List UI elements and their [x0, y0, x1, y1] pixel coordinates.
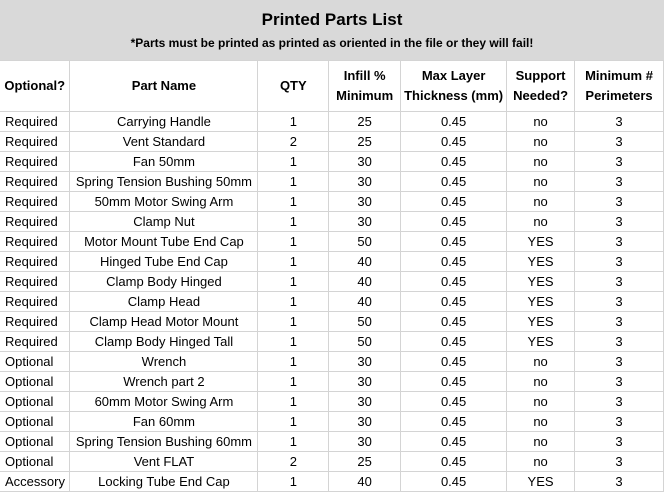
cell-layer-thickness[interactable]: 0.45	[401, 252, 507, 272]
table-row	[0, 292, 664, 312]
cell-part-name[interactable]: Clamp Head Motor Mount	[70, 312, 258, 332]
cell-infill[interactable]: 40	[329, 292, 401, 312]
table-row	[0, 432, 664, 452]
cell-support[interactable]: no	[507, 452, 575, 472]
cell-perimeters[interactable]: 3	[575, 112, 664, 132]
cell-infill[interactable]: 30	[329, 432, 401, 452]
col-header-layer[interactable]: Max Layer Thickness (mm)	[401, 61, 507, 112]
cell-infill[interactable]: 30	[329, 412, 401, 432]
cell-layer-thickness[interactable]: 0.45	[401, 272, 507, 292]
cell-layer-thickness[interactable]: 0.45	[401, 332, 507, 352]
cell-layer-thickness[interactable]: 0.45	[401, 112, 507, 132]
cell-qty[interactable]: 1	[258, 432, 329, 452]
col-header-support[interactable]: Support Needed?	[507, 61, 575, 112]
cell-qty[interactable]: 1	[258, 232, 329, 252]
cell-infill[interactable]: 40	[329, 252, 401, 272]
cell-perimeters[interactable]: 3	[575, 332, 664, 352]
cell-part-name[interactable]: 50mm Motor Swing Arm	[70, 192, 258, 212]
cell-qty[interactable]: 1	[258, 292, 329, 312]
table-row	[0, 392, 664, 412]
cell-optional[interactable]: Required	[0, 212, 70, 232]
parts-table	[0, 60, 664, 492]
cell-optional[interactable]: Optional	[0, 392, 70, 412]
cell-support[interactable]: no	[507, 392, 575, 412]
cell-perimeters[interactable]: 3	[575, 352, 664, 372]
cell-part-name[interactable]: Wrench	[70, 352, 258, 372]
cell-infill[interactable]: 50	[329, 232, 401, 252]
cell-optional[interactable]: Required	[0, 132, 70, 152]
cell-optional[interactable]: Required	[0, 232, 70, 252]
cell-part-name[interactable]: Fan 60mm	[70, 412, 258, 432]
cell-optional[interactable]: Required	[0, 192, 70, 212]
cell-support[interactable]: YES	[507, 252, 575, 272]
cell-perimeters[interactable]: 3	[575, 152, 664, 172]
cell-layer-thickness[interactable]: 0.45	[401, 132, 507, 152]
cell-layer-thickness[interactable]: 0.45	[401, 472, 507, 492]
cell-perimeters[interactable]: 3	[575, 452, 664, 472]
cell-support[interactable]: no	[507, 172, 575, 192]
table-row	[0, 132, 664, 152]
cell-part-name[interactable]: Hinged Tube End Cap	[70, 252, 258, 272]
cell-layer-thickness[interactable]: 0.45	[401, 172, 507, 192]
cell-infill[interactable]: 25	[329, 452, 401, 472]
table-row	[0, 412, 664, 432]
cell-part-name[interactable]: Clamp Nut	[70, 212, 258, 232]
cell-layer-thickness[interactable]: 0.45	[401, 452, 507, 472]
cell-qty[interactable]: 1	[258, 372, 329, 392]
cell-infill[interactable]: 50	[329, 312, 401, 332]
cell-part-name[interactable]: Clamp Head	[70, 292, 258, 312]
cell-qty[interactable]: 2	[258, 132, 329, 152]
col-header-part-name[interactable]: Part Name	[70, 61, 258, 112]
cell-infill[interactable]: 30	[329, 392, 401, 412]
cell-part-name[interactable]: 60mm Motor Swing Arm	[70, 392, 258, 412]
cell-part-name[interactable]: Wrench part 2	[70, 372, 258, 392]
cell-qty[interactable]: 1	[258, 172, 329, 192]
cell-qty[interactable]: 1	[258, 272, 329, 292]
cell-part-name[interactable]: Motor Mount Tube End Cap	[70, 232, 258, 252]
cell-part-name[interactable]: Vent FLAT	[70, 452, 258, 472]
cell-infill[interactable]: 25	[329, 132, 401, 152]
cell-optional[interactable]: Required	[0, 112, 70, 132]
cell-qty[interactable]: 1	[258, 252, 329, 272]
cell-layer-thickness[interactable]: 0.45	[401, 292, 507, 312]
cell-support[interactable]: YES	[507, 332, 575, 352]
table-row	[0, 472, 664, 492]
cell-optional[interactable]: Accessory	[0, 472, 70, 492]
cell-support[interactable]: no	[507, 212, 575, 232]
col-header-qty[interactable]: QTY	[258, 61, 329, 112]
cell-qty[interactable]: 1	[258, 332, 329, 352]
cell-layer-thickness[interactable]: 0.45	[401, 392, 507, 412]
cell-qty[interactable]: 1	[258, 192, 329, 212]
cell-perimeters[interactable]: 3	[575, 172, 664, 192]
cell-qty[interactable]: 1	[258, 412, 329, 432]
sheet-subtitle: *Parts must be printed as printed as oriented in the file or they will fail!	[130, 36, 534, 50]
cell-support[interactable]: YES	[507, 312, 575, 332]
cell-infill[interactable]: 30	[329, 172, 401, 192]
cell-support[interactable]: YES	[507, 292, 575, 312]
cell-infill[interactable]: 30	[329, 152, 401, 172]
table-row	[0, 112, 664, 132]
sheet-title: Printed Parts List	[261, 10, 403, 29]
cell-perimeters[interactable]: 3	[575, 192, 664, 212]
cell-layer-thickness[interactable]: 0.45	[401, 212, 507, 232]
cell-part-name[interactable]: Vent Standard	[70, 132, 258, 152]
cell-perimeters[interactable]: 3	[575, 412, 664, 432]
cell-perimeters[interactable]: 3	[575, 252, 664, 272]
cell-qty[interactable]: 1	[258, 312, 329, 332]
cell-perimeters[interactable]: 3	[575, 432, 664, 452]
cell-support[interactable]: no	[507, 152, 575, 172]
cell-qty[interactable]: 1	[258, 352, 329, 372]
cell-optional[interactable]: Required	[0, 272, 70, 292]
cell-infill[interactable]: 50	[329, 332, 401, 352]
cell-optional[interactable]: Required	[0, 292, 70, 312]
cell-infill[interactable]: 30	[329, 212, 401, 232]
cell-layer-thickness[interactable]: 0.45	[401, 192, 507, 212]
table-row	[0, 232, 664, 252]
cell-part-name[interactable]: Carrying Handle	[70, 112, 258, 132]
cell-support[interactable]: no	[507, 192, 575, 212]
cell-optional[interactable]: Optional	[0, 432, 70, 452]
cell-optional[interactable]: Required	[0, 152, 70, 172]
title-banner	[0, 0, 664, 60]
cell-perimeters[interactable]: 3	[575, 272, 664, 292]
cell-infill[interactable]: 40	[329, 272, 401, 292]
header-row	[0, 61, 664, 112]
col-header-optional[interactable]: Optional?	[0, 61, 70, 112]
cell-part-name[interactable]: Locking Tube End Cap	[70, 472, 258, 492]
cell-support[interactable]: no	[507, 432, 575, 452]
cell-layer-thickness[interactable]: 0.45	[401, 372, 507, 392]
cell-part-name[interactable]: Clamp Body Hinged	[70, 272, 258, 292]
col-header-perimeters[interactable]: Minimum # Perimeters	[575, 61, 664, 112]
cell-part-name[interactable]: Spring Tension Bushing 60mm	[70, 432, 258, 452]
cell-infill[interactable]: 40	[329, 472, 401, 492]
cell-perimeters[interactable]: 3	[575, 372, 664, 392]
cell-support[interactable]: no	[507, 372, 575, 392]
table-row	[0, 452, 664, 472]
cell-perimeters[interactable]: 3	[575, 472, 664, 492]
cell-perimeters[interactable]: 3	[575, 232, 664, 252]
cell-infill[interactable]: 30	[329, 372, 401, 392]
cell-qty[interactable]: 1	[258, 152, 329, 172]
table-row	[0, 272, 664, 292]
table-row	[0, 252, 664, 272]
cell-infill[interactable]: 30	[329, 192, 401, 212]
cell-infill[interactable]: 30	[329, 352, 401, 372]
table-row	[0, 352, 664, 372]
cell-optional[interactable]: Required	[0, 312, 70, 332]
cell-optional[interactable]: Optional	[0, 372, 70, 392]
cell-part-name[interactable]: Fan 50mm	[70, 152, 258, 172]
table-row	[0, 212, 664, 232]
cell-optional[interactable]: Optional	[0, 452, 70, 472]
cell-support[interactable]: no	[507, 352, 575, 372]
cell-perimeters[interactable]: 3	[575, 312, 664, 332]
cell-support[interactable]: YES	[507, 272, 575, 292]
cell-optional[interactable]: Required	[0, 172, 70, 192]
cell-perimeters[interactable]: 3	[575, 292, 664, 312]
table-row	[0, 192, 664, 212]
cell-layer-thickness[interactable]: 0.45	[401, 312, 507, 332]
table-row	[0, 332, 664, 352]
cell-qty[interactable]: 1	[258, 212, 329, 232]
table-row	[0, 152, 664, 172]
col-header-infill[interactable]: Infill % Minimum	[329, 61, 401, 112]
table-row	[0, 312, 664, 332]
cell-support[interactable]: no	[507, 132, 575, 152]
cell-part-name[interactable]: Clamp Body Hinged Tall	[70, 332, 258, 352]
cell-optional[interactable]: Required	[0, 252, 70, 272]
cell-support[interactable]: no	[507, 112, 575, 132]
cell-part-name[interactable]: Spring Tension Bushing 50mm	[70, 172, 258, 192]
cell-support[interactable]: no	[507, 412, 575, 432]
cell-optional[interactable]: Optional	[0, 352, 70, 372]
cell-perimeters[interactable]: 3	[575, 392, 664, 412]
cell-support[interactable]: YES	[507, 232, 575, 252]
cell-layer-thickness[interactable]: 0.45	[401, 432, 507, 452]
table-row	[0, 172, 664, 192]
cell-layer-thickness[interactable]: 0.45	[401, 352, 507, 372]
cell-optional[interactable]: Optional	[0, 412, 70, 432]
cell-perimeters[interactable]: 3	[575, 212, 664, 232]
cell-infill[interactable]: 25	[329, 112, 401, 132]
cell-qty[interactable]: 1	[258, 392, 329, 412]
cell-qty[interactable]: 1	[258, 112, 329, 132]
cell-support[interactable]: YES	[507, 472, 575, 492]
cell-qty[interactable]: 1	[258, 472, 329, 492]
cell-layer-thickness[interactable]: 0.45	[401, 152, 507, 172]
cell-qty[interactable]: 2	[258, 452, 329, 472]
cell-perimeters[interactable]: 3	[575, 132, 664, 152]
table-row	[0, 372, 664, 392]
cell-layer-thickness[interactable]: 0.45	[401, 232, 507, 252]
cell-layer-thickness[interactable]: 0.45	[401, 412, 507, 432]
cell-optional[interactable]: Required	[0, 332, 70, 352]
